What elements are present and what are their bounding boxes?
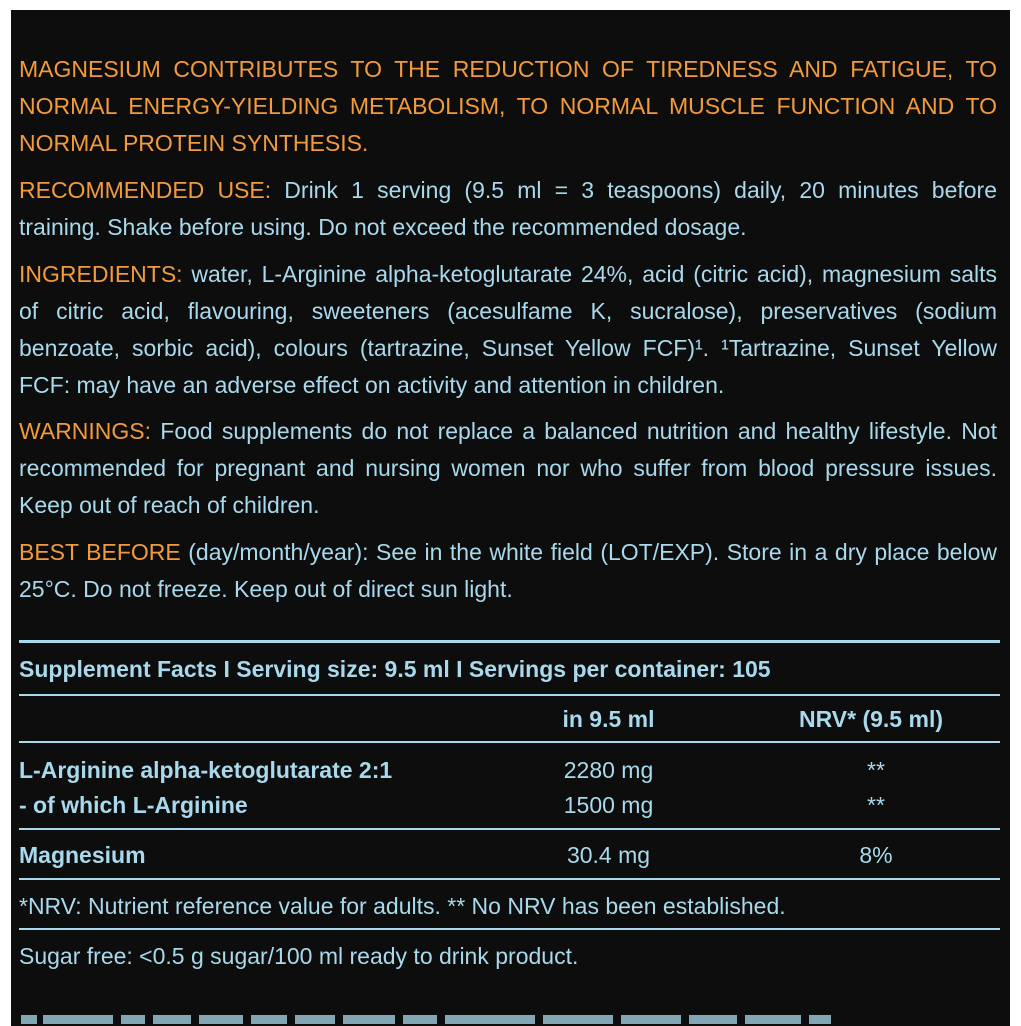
sugar-free-note: Sugar free: <0.5 g sugar/100 ml ready to drink product. xyxy=(19,943,579,969)
text-fragment xyxy=(21,1015,37,1024)
recommended-use-heading: RECOMMENDED USE: xyxy=(19,177,272,203)
table-rule xyxy=(19,878,1000,880)
text-fragment xyxy=(689,1015,737,1024)
best-before-heading: BEST BEFORE xyxy=(19,539,181,565)
row-nrv-arginine: ** xyxy=(867,792,885,818)
magnesium-claim: MAGNESIUM CONTRIBUTES TO THE REDUCTION OF TIREDNESS AND FATIGUE, TO NORMAL ENERGY-YIELDING METABOLISM, TO NORMAL MUSCLE FUNCTION AND TO NORMAL PROTEIN SYNTHESIS. xyxy=(19,56,997,156)
text-fragment xyxy=(809,1015,831,1024)
row-nrv-magnesium: 8% xyxy=(859,842,893,868)
text-fragment xyxy=(543,1015,613,1024)
row-amount-arginine: 1500 mg xyxy=(563,792,654,818)
best-before-text: (day/month/year): See in the white field (LOT/EXP). Store in a dry place below 25°C. Do not freeze. Keep out of direct sun light. xyxy=(19,539,997,602)
text-fragment xyxy=(153,1015,191,1024)
row-name-arginine-akg: L-Arginine alpha-ketoglutarate 2:1 xyxy=(19,757,393,783)
ingredients-text: water, L-Arginine alpha-ketoglutarate 24%, acid (citric acid), magnesium salts of citric acid, flavouring, sweeteners (acesulfame K, sucralose), preservatives (sodium benzoate, sorbic acid), colours (tartrazine, Sunset Yellow FCF)¹. ¹Tartrazine, Sunset Yellow FCF: may have an adverse effect on activity and attention in children. xyxy=(19,261,997,398)
text-fragment xyxy=(251,1015,287,1024)
text-fragment xyxy=(199,1015,243,1024)
column-header-nrv: NRV* (9.5 ml) xyxy=(798,706,943,732)
cropped-text-fragments xyxy=(11,1002,1010,1026)
ingredients-paragraph xyxy=(19,256,997,404)
table-rule xyxy=(19,694,1000,696)
row-name-magnesium: Magnesium xyxy=(19,842,146,868)
nrv-footnote: *NRV: Nutrient reference value for adults. ** No NRV has been established. xyxy=(19,893,786,919)
recommended-use-paragraph xyxy=(19,172,997,246)
text-fragment xyxy=(343,1015,395,1024)
table-rule xyxy=(19,741,1000,743)
text-fragment xyxy=(43,1015,113,1024)
text-fragment xyxy=(121,1015,145,1024)
row-amount-arginine-akg: 2280 mg xyxy=(563,757,654,783)
table-rule xyxy=(19,928,1000,930)
text-fragment xyxy=(295,1015,335,1024)
facts-title: Supplement Facts I Serving size: 9.5 ml I Servings per container: 105 xyxy=(19,656,771,682)
text-fragment xyxy=(621,1015,681,1024)
recommended-use-text: Drink 1 serving (9.5 ml = 3 teaspoons) daily, 20 minutes before training. Shake before using. Do not exceed the recommended dosage. xyxy=(19,177,998,240)
row-amount-magnesium: 30.4 mg xyxy=(566,842,651,868)
text-fragment xyxy=(745,1015,801,1024)
column-header-amount: in 9.5 ml xyxy=(562,706,655,732)
best-before-paragraph xyxy=(19,534,997,608)
warnings-text: Food supplements do not replace a balanced nutrition and healthy lifestyle. Not recommended for pregnant and nursing women nor who suffer from blood pressure issues. Keep out of reach of children. xyxy=(19,418,997,518)
cropped-text-line xyxy=(11,1002,1010,1026)
text-fragment xyxy=(445,1015,535,1024)
warnings-paragraph xyxy=(19,413,997,524)
row-name-arginine: - of which L-Arginine xyxy=(19,792,248,818)
table-top-rule xyxy=(19,640,1000,643)
table-rule xyxy=(19,828,1000,830)
warnings-heading: WARNINGS: xyxy=(19,418,152,444)
label-panel xyxy=(11,10,1010,1026)
text-fragment xyxy=(403,1015,437,1024)
ingredients-heading: INGREDIENTS: xyxy=(19,261,183,287)
row-nrv-arginine-akg: ** xyxy=(867,757,885,783)
